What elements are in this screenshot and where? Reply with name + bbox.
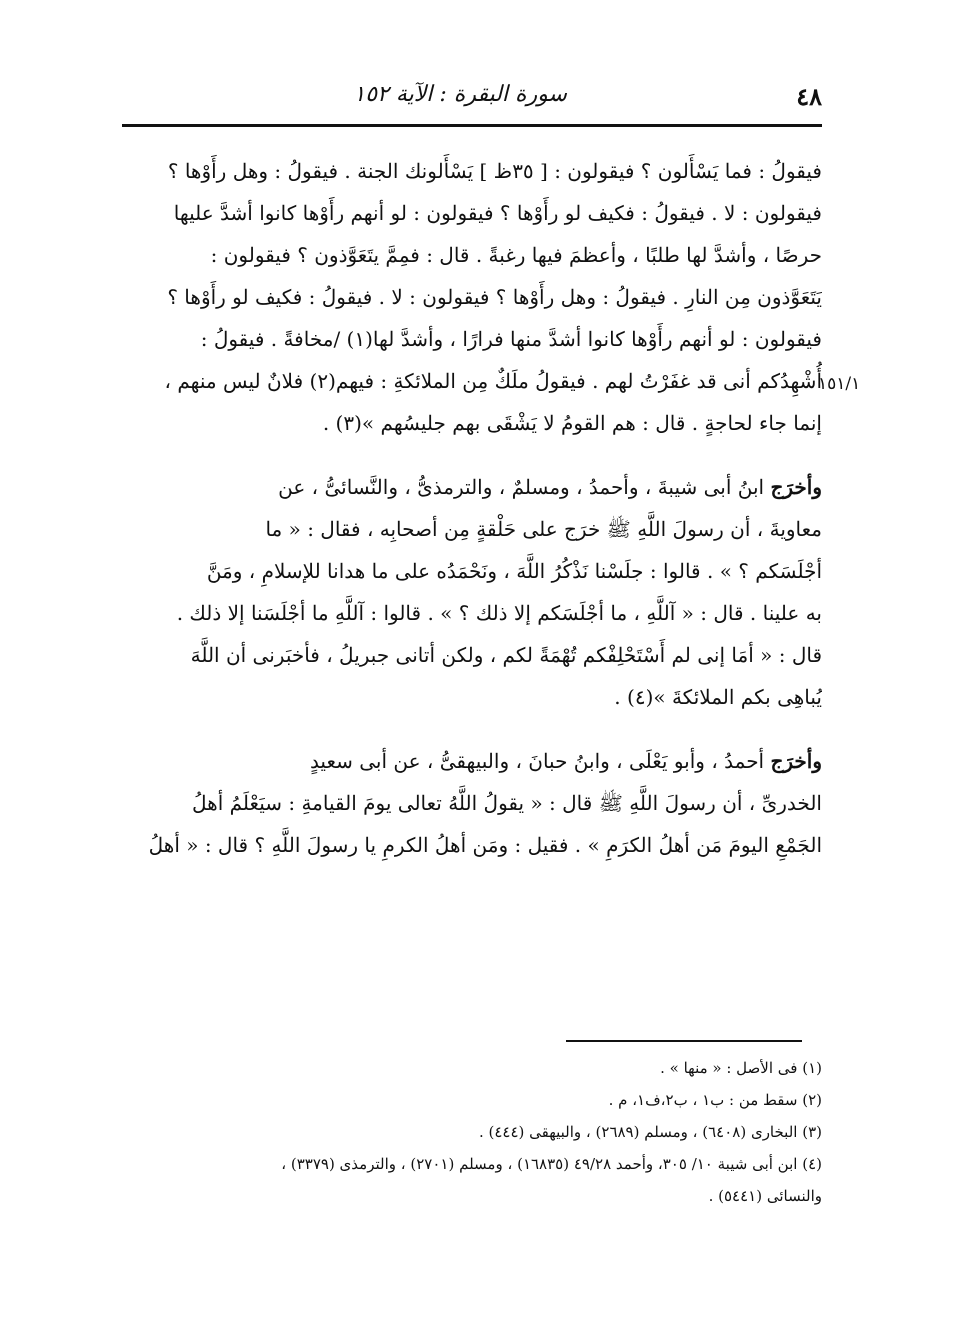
page-header (122, 74, 822, 122)
text-line: الجَمْعِ اليومَ مَن أهلُ الكرَمِ » . فقيل : ومَن أهلُ الكرمِ يا رسولَ اللَّهِ ؟ قال : « أهلُ (148, 833, 822, 857)
text-line: يَتَعَوَّذون مِن النارِ . فيقولُ : وهل رأَوْها ؟ فيقولون : لا . فيقولُ : فكيف لو رأَوْها ؟ (167, 285, 822, 309)
line-text: أحمدُ ، وأبو يَعْلَى ، وابنُ حبانَ ، والبيهقىُّ ، عن أبى سعيدٍ (309, 749, 765, 773)
text-line: به علينا . قال : « آللَّهِ ، ما أجْلَسَكم إلا ذلك ؟ » . قالوا : آللَّهِ ما أجْلَسَنا إلا ذلك . (176, 601, 822, 625)
text-line: إنما جاء لحاجةٍ . قال : هم القومُ لا يَشْقَى بهم جليسُهم »(٣) . (322, 411, 822, 435)
text-line (122, 740, 822, 782)
footnote-3: (٣) البخارى (٦٤٠٨) ، ومسلم (٢٦٨٩) ، والبيهقى (٤٤٤) . (478, 1123, 822, 1141)
text-line: فيقولون : لو أنهم رأَوْها كانوا أشدَّ منها فرارًا ، وأشدَّ لها(١) /مخافةً . فيقولُ : (200, 327, 822, 351)
footnote-1: (١) فى الأصل : « منها » . (660, 1059, 822, 1077)
lead-word: وأخرَج (770, 475, 822, 499)
margin-reference: ١٥١/١ (818, 374, 861, 394)
text-line: حرصًا ، وأشدَّ لها طلبًا ، وأعظمَ فيها رغبةً . قال : فمِمَّ يتَعَوَّذون ؟ فيقولون : (210, 243, 822, 267)
text-line: فيقولُ : فما يَسْأَلون ؟ فيقولون : [ ٣٥ظ ] يَسْأَلونك الجنة . فيقولُ : وهل رأَوْها ؟ (167, 159, 822, 183)
lead-word: وأخرَج (770, 749, 822, 773)
running-title: سورة البقرة : الآية ١٥٢ (353, 82, 567, 107)
header-rule (122, 124, 822, 127)
footnote-4-continued: والنسائى (٥٤٤١) . (708, 1187, 822, 1205)
footnote-2: (٢) سقط من : ب١ ، ب٢،ف١، م . (608, 1091, 822, 1109)
footnote-4: (٤) ابن أبى شيبة ١٠/ ٣٠٥، وأحمد ٤٩/٢٨ (١٦٨٣٥) ، ومسلم (٢٧٠١) ، والترمذى (٣٣٧٩) ، (281, 1155, 822, 1173)
line-text: ابنُ أبى شيبةَ ، وأحمدُ ، ومسلمٌ ، والترمذىُّ ، والنَّسائىُّ ، عن (278, 475, 765, 499)
text-line: قال : « أمَا إنى لم أَسْتَحْلِفْكم تُهْمَةً لكم ، ولكن أتانى جبريلُ ، فأخبَرنى أن اللَّهَ (190, 643, 822, 667)
text-line: فيقولون : لا . فيقولُ : فكيف لو رأَوْها ؟ فيقولون : لو أنهم رأَوْها كانوا أشدَّ عليها (173, 201, 822, 225)
text-line: الخدرىِّ ، أن رسولَ اللَّهِ ﷺ قال : « يقولُ اللَّهُ تعالى يومَ القيامةِ : سيَعْلَمُ أهلُ (192, 791, 822, 815)
page-number: ٤٨ (796, 82, 822, 111)
footnote-rule (566, 1040, 802, 1042)
text-line: معاويةَ ، أن رسولَ اللَّهِ ﷺ خرَج على حَلْقةٍ مِن أصحابِه ، فقال : « ما (265, 517, 822, 541)
text-line: يُباهِى بكم الملائكةَ »(٤) . (614, 685, 822, 709)
text-line: أُشْهِدُكم أنى قد غفَرْتُ لهم . فيقولُ ملَكٌ مِن الملائكةِ : فيهم(٢) فلانٌ ليس منهم ، (164, 369, 822, 393)
footnotes (122, 1052, 822, 1212)
text-line: أجْلَسَكم ؟ » . قالوا : جلَسْنا نَذْكُرُ اللَّهَ ، ونَحْمَدُه على ما هدانا للإسلامِ ، ومَنَّ (206, 559, 822, 583)
body-text (122, 150, 822, 888)
paragraph-1 (122, 150, 822, 444)
paragraph-2 (122, 466, 822, 718)
paragraph-3 (122, 740, 822, 866)
text-line (122, 466, 822, 508)
